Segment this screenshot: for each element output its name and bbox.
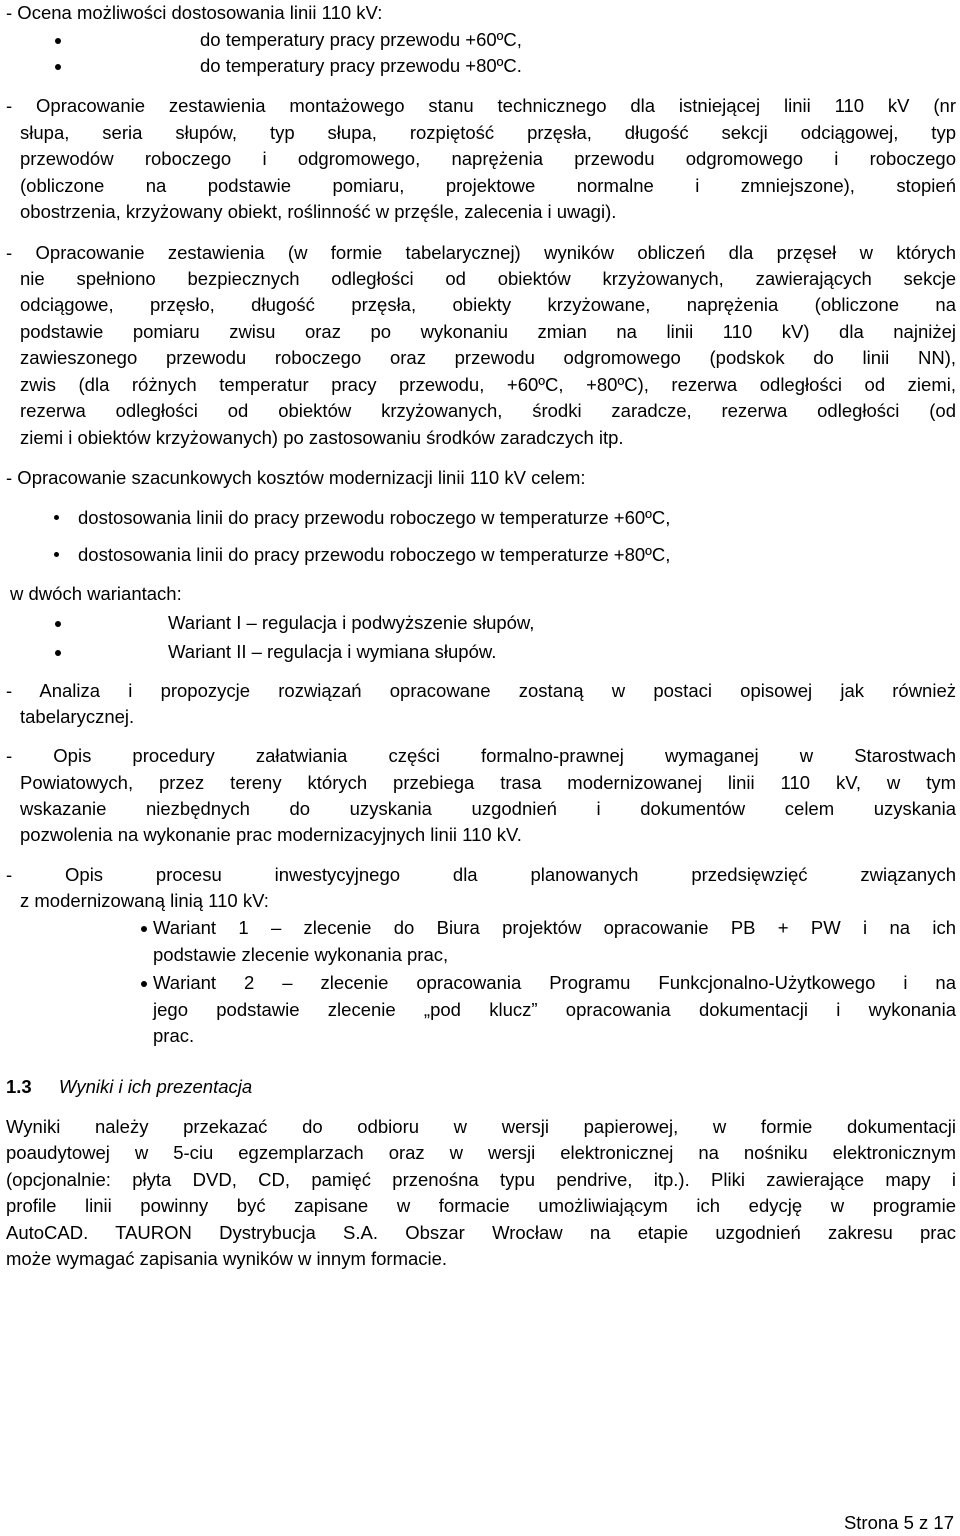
tabular-line: zawieszonego przewodu roboczego oraz przewodu odgromowego (podskok do linii NN), <box>20 347 956 368</box>
tabular-line: ziemi i obiektów krzyżowanych) po zastosowaniu środków zaradczych itp. <box>20 427 624 448</box>
assessment-item: do temperatury pracy przewodu +60ºC, <box>200 29 522 50</box>
tabular-line: nie spełniono bezpiecznych odległości od obiektów krzyżowanych, zawierających sekcje <box>20 268 956 289</box>
tabular-line: zwis (dla różnych temperatur pracy przewodu, +60ºC, +80ºC), rezerwa odległości od ziemi, <box>20 374 956 395</box>
analysis-line: - Analiza i propozycje rozwiązań opracowane zostaną w postaci opisowej jak również <box>6 680 956 701</box>
tabular-line: rezerwa odległości od obiektów krzyżowanych, środki zaradcze, rezerwa odległości (od <box>20 400 956 421</box>
analysis-line: tabelarycznej. <box>20 706 135 727</box>
costs-item: dostosowania linii do pracy przewodu roboczego w temperaturze +80ºC, <box>78 544 671 565</box>
section-title: Wyniki i ich prezentacja <box>58 1076 253 1097</box>
investment-line: z modernizowaną linią 110 kV: <box>20 890 269 911</box>
section-heading <box>6 1074 252 1100</box>
assessment-intro: - Ocena możliwości dostosowania linii 110 kV: <box>6 2 383 23</box>
assembly-line: - Opracowanie zestawienia montażowego stanu technicznego dla istniejącej linii 110 kV (nr <box>6 95 956 116</box>
costs-item: dostosowania linii do pracy przewodu roboczego w temperaturze +60ºC, <box>78 507 671 528</box>
results-line: Wyniki należy przekazać do odbioru w wersji papierowej, w formie dokumentacji <box>6 1116 956 1137</box>
bullet-icon <box>141 981 147 987</box>
assembly-line: obostrzenia, krzyżowany obiekt, roślinność w przęśle, zalecenia i uwagi). <box>20 201 617 222</box>
bullet-icon <box>141 926 147 932</box>
investment-variant2-line: jego podstawie zlecenie „pod klucz” opracowania dokumentacji i wykonania <box>153 999 956 1020</box>
results-line: profile linii powinny być zapisane w formacie umożliwiającym ich edycję w programie <box>6 1195 956 1216</box>
assembly-line: (obliczone na podstawie pomiaru, projektowe normalne i zmniejszone), stopień <box>20 175 956 196</box>
bullet-icon <box>54 552 59 557</box>
bullet-icon <box>54 515 59 520</box>
assessment-item: do temperatury pracy przewodu +80ºC. <box>200 55 522 76</box>
bullet-icon <box>55 621 61 627</box>
assembly-line: słupa, seria słupów, typ słupa, rozpiętość przęsła, długość sekcji odciągowej, typ <box>20 122 956 143</box>
investment-line: - Opis procesu inwestycyjnego dla planowanych przedsięwzięć związanych <box>6 864 956 885</box>
results-line: (opcjonalnie: płyta DVD, CD, pamięć przenośna typu pendrive, itp.). Pliki zawierające mapy i <box>6 1169 956 1190</box>
bullet-icon <box>55 38 61 44</box>
costs-variant: Wariant II – regulacja i wymiana słupów. <box>168 641 497 662</box>
tabular-line: odciągowe, przęsło, długość przęsła, obiekty krzyżowane, naprężenia (obliczone na <box>20 294 956 315</box>
procedure-line: wskazanie niezbędnych do uzyskania uzgodnień i dokumentów celem uzyskania <box>20 798 956 819</box>
results-line: poaudytowej w 5-ciu egzemplarzach oraz w wersji elektronicznej na nośniku elektronicznym <box>6 1142 956 1163</box>
investment-variant2-line: prac. <box>153 1025 195 1046</box>
section-number: 1.3 <box>6 1076 32 1097</box>
results-line: AutoCAD. TAURON Dystrybucja S.A. Obszar Wrocław na etapie uzgodnień zakresu prac <box>6 1222 956 1243</box>
investment-variant2-line: Wariant 2 – zlecenie opracowania Programu Funkcjonalno-Użytkowego i na <box>153 972 956 993</box>
costs-intro: - Opracowanie szacunkowych kosztów modernizacji linii 110 kV celem: <box>6 467 586 488</box>
procedure-line: pozwolenia na wykonanie prac modernizacyjnych linii 110 kV. <box>20 824 522 845</box>
procedure-line: Powiatowych, przez tereny których przebiega trasa modernizowanej linii 110 kV, w tym <box>20 772 956 793</box>
bullet-icon <box>55 64 61 70</box>
results-line: może wymagać zapisania wyników w innym formacie. <box>6 1248 448 1269</box>
bullet-icon <box>55 650 61 656</box>
tabular-line: - Opracowanie zestawienia (w formie tabelarycznej) wyników obliczeń dla przęseł w których <box>6 242 956 263</box>
procedure-line: - Opis procedury załatwiania części formalno-prawnej wymaganej w Starostwach <box>6 745 956 766</box>
costs-variant: Wariant I – regulacja i podwyższenie słupów, <box>168 612 535 633</box>
investment-variant1-line: podstawie zlecenie wykonania prac, <box>153 944 449 965</box>
page-number: Strona 5 z 17 <box>843 1512 954 1533</box>
assembly-line: przewodów roboczego i odgromowego, naprężenia przewodu odgromowego i roboczego <box>20 148 956 169</box>
costs-variants-intro: w dwóch wariantach: <box>10 583 182 604</box>
investment-variant1-line: Wariant 1 – zlecenie do Biura projektów opracowanie PB + PW i na ich <box>153 917 956 938</box>
tabular-line: podstawie pomiaru zwisu oraz po wykonaniu zmian na linii 110 kV) dla najniżej <box>20 321 956 342</box>
